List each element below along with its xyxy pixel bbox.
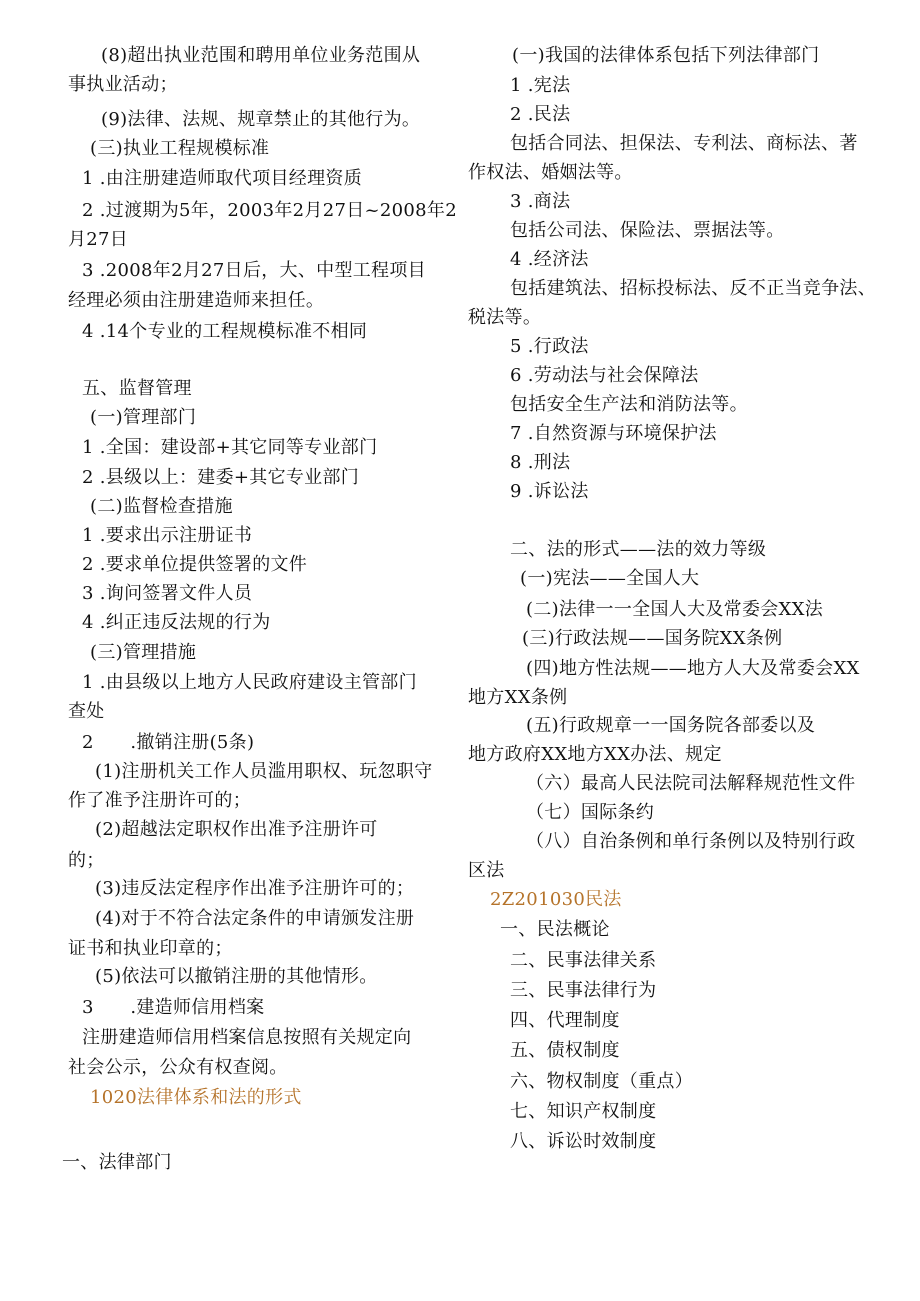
chapter-heading: 1020法律体系和法的形式 [90, 1087, 302, 1108]
text-line: 包括公司法、保险法、票据法等。 [510, 220, 785, 241]
text-line: 地方政府XX地方XX办法、规定 [468, 744, 722, 765]
text-line: （七）国际条约 [526, 802, 655, 823]
text-line: 作权法、婚姻法等。 [468, 162, 633, 183]
subsection-heading: (三)管理措施 [90, 642, 197, 663]
text-line: (三)行政法规——国务院XX条例 [522, 628, 783, 649]
text-line: 查处 [68, 701, 105, 722]
text-line: 包括合同法、担保法、专利法、商标法、著 [510, 133, 858, 154]
text-line: 8 .刑法 [510, 452, 571, 473]
text-line: 9 .诉讼法 [510, 481, 589, 502]
text-line: 税法等。 [468, 307, 542, 328]
section-heading: 二、法的形式——法的效力等级 [510, 539, 767, 560]
section-heading: 二、民事法律关系 [510, 950, 657, 971]
text-line: 4 .14个专业的工程规模标准不相同 [82, 321, 368, 342]
text-line: 2 .民法 [510, 104, 571, 125]
text-line: (9)法律、法规、规章禁止的其他行为。 [101, 109, 421, 130]
text-line: (五)行政规章一一国务院各部委以及 [526, 715, 816, 736]
text-line: (5)依法可以撤销注册的其他情形。 [95, 966, 378, 987]
section-heading: 一、民法概论 [500, 919, 610, 940]
text-line: 包括建筑法、招标投标法、反不正当竞争法、 [510, 278, 876, 299]
section-heading: 三、民事法律行为 [510, 980, 657, 1001]
section-heading: 八、诉讼时效制度 [510, 1131, 657, 1152]
text-line: （六）最高人民法院司法解释规范性文件 [526, 773, 856, 794]
text-line: 1 .由县级以上地方人民政府建设主管部门 [82, 672, 417, 693]
subsection-heading: (三)执业工程规模标准 [90, 138, 270, 159]
section-heading: 五、监督管理 [82, 378, 192, 399]
subsection-heading: (二)监督检查措施 [90, 496, 233, 517]
text-line: 4 .经济法 [510, 249, 589, 270]
text-line: 3 .2008年2月27日后，大、中型工程项目 [82, 260, 426, 281]
text-line: (四)地方性法规——地方人大及常委会XX [526, 658, 860, 679]
text-line: (4)对于不符合法定条件的申请颁发注册 [95, 908, 415, 929]
text-line: 注册建造师信用档案信息按照有关规定向 [82, 1027, 412, 1048]
text-line: (3)违反法定程序作出准予注册许可的； [95, 878, 415, 899]
text-line: 社会公示，公众有权查阅。 [68, 1057, 288, 1078]
text-line: (8)超出执业范围和聘用单位业务范围从 [101, 45, 421, 66]
text-line: 1 .全国：建设部+其它同等专业部门 [82, 437, 378, 458]
subsection-heading: (一)管理部门 [90, 407, 197, 428]
text-line: 月27日 [68, 229, 129, 250]
text-line: (一)宪法——全国人大 [520, 568, 700, 589]
text-line: 的； [68, 850, 105, 871]
text-line: 包括安全生产法和消防法等。 [510, 394, 748, 415]
text-line: 7 .自然资源与环境保护法 [510, 423, 717, 444]
text-line: (1)注册机关工作人员滥用职权、玩忽职守 [95, 761, 433, 782]
section-heading: 四、代理制度 [510, 1010, 620, 1031]
text-line: 6 .劳动法与社会保障法 [510, 365, 699, 386]
text-line: 证书和执业印章的； [68, 938, 233, 959]
text-line: 3 .询问签署文件人员 [82, 583, 253, 604]
text-line: 4 .纠正违反法规的行为 [82, 612, 271, 633]
text-line: 作了准予注册许可的； [68, 790, 251, 811]
text-line: 1 .要求出示注册证书 [82, 525, 253, 546]
text-line: (2)超越法定职权作出准予注册许可 [95, 819, 378, 840]
text-line: （八）自治条例和单行条例以及特别行政 [526, 831, 856, 852]
text-line: 3 .建造师信用档案 [82, 997, 265, 1018]
text-line: 地方XX条例 [468, 687, 568, 708]
subsection-heading: (一)我国的法律体系包括下列法律部门 [512, 45, 820, 66]
text-line: 经理必须由注册建造师来担任。 [68, 290, 325, 311]
section-heading: 五、债权制度 [510, 1040, 620, 1061]
text-line: 2 .要求单位提供签署的文件 [82, 554, 308, 575]
text-line: 2 .过渡期为5年，2003年2月27日~2008年2 [82, 200, 457, 221]
section-heading: 一、法律部门 [62, 1152, 172, 1173]
text-line: 1 .由注册建造师取代项目经理资质 [82, 168, 362, 189]
text-line: 3 .商法 [510, 191, 571, 212]
text-line: 1 .宪法 [510, 75, 571, 96]
text-line: 事执业活动； [68, 74, 178, 95]
text-line: 2 .县级以上：建委+其它专业部门 [82, 467, 360, 488]
text-line: 2 .撤销注册(5条) [82, 732, 255, 753]
section-heading: 七、知识产权制度 [510, 1101, 657, 1122]
text-line: (二)法律一一全国人大及常委会XX法 [526, 599, 824, 620]
text-line: 5 .行政法 [510, 336, 589, 357]
chapter-heading: 2Z201030民法 [490, 889, 622, 910]
text-line: 区法 [468, 860, 505, 881]
section-heading: 六、物权制度（重点） [510, 1071, 693, 1092]
